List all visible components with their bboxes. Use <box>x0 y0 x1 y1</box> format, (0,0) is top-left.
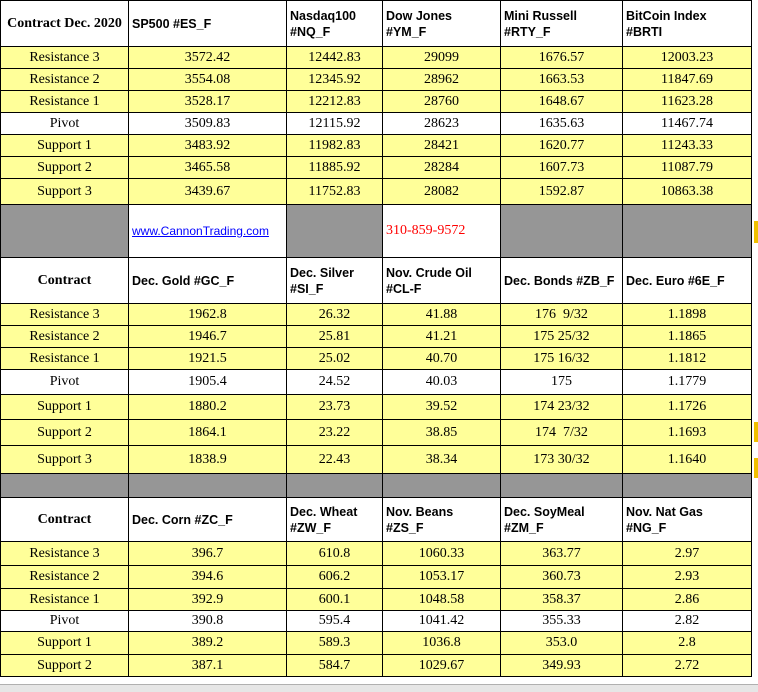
table-row <box>1 611 752 632</box>
value-cell[interactable]: 3554.08 <box>129 69 287 91</box>
table-row <box>1 304 752 326</box>
value-cell[interactable]: 595.4 <box>287 611 383 632</box>
value-cell[interactable]: 25.02 <box>287 348 383 370</box>
row-label[interactable]: Pivot <box>1 611 129 632</box>
value-cell[interactable]: 1663.53 <box>501 69 623 91</box>
column-header[interactable]: SP500 #ES_F <box>129 1 287 47</box>
value-cell[interactable]: 11847.69 <box>623 69 752 91</box>
column-header[interactable]: Nov. Beans #ZS_F <box>383 498 501 542</box>
value-cell[interactable]: 24.52 <box>287 370 383 395</box>
value-cell[interactable]: 1.1779 <box>623 370 752 395</box>
column-header[interactable]: Dec. Bonds #ZB_F <box>501 258 623 304</box>
value-cell[interactable]: 23.22 <box>287 420 383 446</box>
separator-cell <box>129 474 287 498</box>
value-cell[interactable]: 584.7 <box>287 655 383 677</box>
separator-cell <box>287 205 383 258</box>
value-cell[interactable]: 1592.87 <box>501 179 623 205</box>
column-header[interactable]: Dec. Corn #ZC_F <box>129 498 287 542</box>
column-header[interactable]: Dec. Gold #GC_F <box>129 258 287 304</box>
table-row <box>1 542 752 566</box>
table-row <box>1 157 752 179</box>
value-cell[interactable]: 175 <box>501 370 623 395</box>
value-cell[interactable]: 12442.83 <box>287 47 383 69</box>
value-cell[interactable]: 1053.17 <box>383 566 501 589</box>
table-row <box>1 655 752 677</box>
header-row <box>1 498 752 542</box>
table-row <box>1 348 752 370</box>
value-cell[interactable]: 2.86 <box>623 589 752 611</box>
value-cell[interactable]: 12345.92 <box>287 69 383 91</box>
separator-cell <box>1 205 129 258</box>
value-cell[interactable]: 1048.58 <box>383 589 501 611</box>
value-cell[interactable]: 12003.23 <box>623 47 752 69</box>
value-cell[interactable]: 392.9 <box>129 589 287 611</box>
contract-header: Contract Dec. 2020 <box>1 1 129 47</box>
value-cell[interactable]: 28962 <box>383 69 501 91</box>
table-row <box>1 179 752 205</box>
table-row <box>1 326 752 348</box>
value-cell[interactable]: 1.1693 <box>623 420 752 446</box>
value-cell[interactable]: 589.3 <box>287 632 383 655</box>
column-edge-marker <box>754 422 758 442</box>
value-cell[interactable]: 40.70 <box>383 348 501 370</box>
value-cell[interactable]: 1676.57 <box>501 47 623 69</box>
row-label[interactable]: Resistance 3 <box>1 47 129 69</box>
table-row <box>1 113 752 135</box>
separator-cell <box>501 205 623 258</box>
value-cell[interactable]: 25.81 <box>287 326 383 348</box>
column-header[interactable]: Dec. Euro #6E_F <box>623 258 752 304</box>
value-cell[interactable]: 38.85 <box>383 420 501 446</box>
row-label[interactable]: Support 1 <box>1 632 129 655</box>
row-label[interactable]: Resistance 1 <box>1 91 129 113</box>
value-cell[interactable]: 1905.4 <box>129 370 287 395</box>
value-cell[interactable]: 28082 <box>383 179 501 205</box>
value-cell[interactable]: 38.34 <box>383 446 501 474</box>
separator-cell <box>287 474 383 498</box>
value-cell[interactable]: 39.52 <box>383 395 501 420</box>
value-cell[interactable]: 353.0 <box>501 632 623 655</box>
value-cell[interactable]: 1607.73 <box>501 157 623 179</box>
value-cell[interactable]: 1.1640 <box>623 446 752 474</box>
row-label[interactable]: Resistance 1 <box>1 589 129 611</box>
value-cell[interactable]: 2.82 <box>623 611 752 632</box>
value-cell[interactable]: 40.03 <box>383 370 501 395</box>
phone-number: 310-859-9572 <box>383 205 501 258</box>
value-cell[interactable]: 389.2 <box>129 632 287 655</box>
value-cell[interactable]: 1880.2 <box>129 395 287 420</box>
value-cell[interactable]: 1.1865 <box>623 326 752 348</box>
table-row <box>1 395 752 420</box>
value-cell[interactable]: 3483.92 <box>129 135 287 157</box>
value-cell[interactable]: 28421 <box>383 135 501 157</box>
value-cell[interactable]: 1648.67 <box>501 91 623 113</box>
value-cell[interactable]: 390.8 <box>129 611 287 632</box>
column-header[interactable]: Dec. SoyMeal #ZM_F <box>501 498 623 542</box>
value-cell[interactable]: 26.32 <box>287 304 383 326</box>
value-cell[interactable]: 41.21 <box>383 326 501 348</box>
value-cell[interactable]: 173 30/32 <box>501 446 623 474</box>
row-label[interactable]: Support 2 <box>1 420 129 446</box>
value-cell[interactable]: 28623 <box>383 113 501 135</box>
header-row <box>1 258 752 304</box>
row-label[interactable]: Resistance 2 <box>1 326 129 348</box>
row-label[interactable]: Pivot <box>1 370 129 395</box>
value-cell[interactable]: 3439.67 <box>129 179 287 205</box>
separator-row <box>1 205 752 258</box>
table-row <box>1 420 752 446</box>
value-cell[interactable]: 3528.17 <box>129 91 287 113</box>
value-cell[interactable]: 355.33 <box>501 611 623 632</box>
value-cell[interactable]: 2.72 <box>623 655 752 677</box>
value-cell[interactable]: 176 9/32 <box>501 304 623 326</box>
contract-header: Contract <box>1 258 129 304</box>
row-label[interactable]: Support 2 <box>1 655 129 677</box>
value-cell[interactable]: 1041.42 <box>383 611 501 632</box>
value-cell[interactable]: 2.93 <box>623 566 752 589</box>
table-row <box>1 589 752 611</box>
separator-cell <box>1 474 129 498</box>
value-cell[interactable]: 41.88 <box>383 304 501 326</box>
contract-header: Contract <box>1 498 129 542</box>
value-cell[interactable]: 11087.79 <box>623 157 752 179</box>
table-row <box>1 69 752 91</box>
value-cell[interactable]: 22.43 <box>287 446 383 474</box>
value-cell[interactable]: 11243.33 <box>623 135 752 157</box>
value-cell[interactable]: 23.73 <box>287 395 383 420</box>
table-row <box>1 566 752 589</box>
row-label[interactable]: Resistance 2 <box>1 566 129 589</box>
value-cell[interactable]: 28284 <box>383 157 501 179</box>
table-row <box>1 47 752 69</box>
separator-cell <box>501 474 623 498</box>
column-header[interactable]: BitCoin Index #BRTI <box>623 1 752 47</box>
value-cell[interactable]: 2.8 <box>623 632 752 655</box>
value-cell[interactable]: 1.1726 <box>623 395 752 420</box>
value-cell[interactable]: 1864.1 <box>129 420 287 446</box>
table-row <box>1 135 752 157</box>
value-cell[interactable]: 1946.7 <box>129 326 287 348</box>
column-header[interactable]: Dec. Silver #SI_F <box>287 258 383 304</box>
value-cell[interactable]: 1921.5 <box>129 348 287 370</box>
value-cell[interactable]: 12212.83 <box>287 91 383 113</box>
value-cell[interactable]: 394.6 <box>129 566 287 589</box>
value-cell[interactable]: 11467.74 <box>623 113 752 135</box>
value-cell[interactable]: 28760 <box>383 91 501 113</box>
value-cell[interactable]: 175 25/32 <box>501 326 623 348</box>
value-cell[interactable]: 11982.83 <box>287 135 383 157</box>
column-header[interactable]: Dec. Wheat #ZW_F <box>287 498 383 542</box>
row-label[interactable]: Pivot <box>1 113 129 135</box>
value-cell[interactable]: 3572.42 <box>129 47 287 69</box>
value-cell[interactable]: 1635.63 <box>501 113 623 135</box>
column-header[interactable]: Nov. Crude Oil #CL-F <box>383 258 501 304</box>
value-cell[interactable]: 1060.33 <box>383 542 501 566</box>
header-row <box>1 1 752 47</box>
value-cell[interactable]: 10863.38 <box>623 179 752 205</box>
website-link[interactable]: www.CannonTrading.com <box>129 205 287 258</box>
column-edge-marker <box>754 221 758 243</box>
row-label[interactable]: Support 3 <box>1 179 129 205</box>
separator-cell <box>623 205 752 258</box>
table-row <box>1 370 752 395</box>
value-cell[interactable]: 3509.83 <box>129 113 287 135</box>
value-cell[interactable]: 175 16/32 <box>501 348 623 370</box>
column-header[interactable]: Nov. Nat Gas #NG_F <box>623 498 752 542</box>
row-label[interactable]: Resistance 1 <box>1 348 129 370</box>
value-cell[interactable]: 1.1812 <box>623 348 752 370</box>
value-cell[interactable]: 1.1898 <box>623 304 752 326</box>
column-header[interactable]: Nasdaq100 #NQ_F <box>287 1 383 47</box>
value-cell[interactable]: 349.93 <box>501 655 623 677</box>
value-cell[interactable]: 1620.77 <box>501 135 623 157</box>
value-cell[interactable]: 360.73 <box>501 566 623 589</box>
value-cell[interactable]: 1838.9 <box>129 446 287 474</box>
value-cell[interactable]: 358.37 <box>501 589 623 611</box>
row-label[interactable]: Support 1 <box>1 135 129 157</box>
value-cell[interactable]: 174 23/32 <box>501 395 623 420</box>
value-cell[interactable]: 1036.8 <box>383 632 501 655</box>
value-cell[interactable]: 396.7 <box>129 542 287 566</box>
row-label[interactable]: Resistance 2 <box>1 69 129 91</box>
value-cell[interactable]: 174 7/32 <box>501 420 623 446</box>
row-label[interactable]: Support 2 <box>1 157 129 179</box>
value-cell[interactable]: 2.97 <box>623 542 752 566</box>
value-cell[interactable]: 12115.92 <box>287 113 383 135</box>
separator-cell <box>383 474 501 498</box>
column-header[interactable]: Mini Russell #RTY_F <box>501 1 623 47</box>
value-cell[interactable]: 610.8 <box>287 542 383 566</box>
row-label[interactable]: Resistance 3 <box>1 542 129 566</box>
value-cell[interactable]: 1029.67 <box>383 655 501 677</box>
row-label[interactable]: Resistance 3 <box>1 304 129 326</box>
value-cell[interactable]: 600.1 <box>287 589 383 611</box>
row-label[interactable]: Support 3 <box>1 446 129 474</box>
column-edge-marker <box>754 458 758 478</box>
table-row <box>1 632 752 655</box>
value-cell[interactable]: 606.2 <box>287 566 383 589</box>
value-cell[interactable]: 1962.8 <box>129 304 287 326</box>
value-cell[interactable]: 11623.28 <box>623 91 752 113</box>
column-header[interactable]: Dow Jones #YM_F <box>383 1 501 47</box>
value-cell[interactable]: 29099 <box>383 47 501 69</box>
table-row <box>1 446 752 474</box>
separator-row <box>1 474 752 498</box>
table-row <box>1 91 752 113</box>
separator-cell <box>623 474 752 498</box>
row-label[interactable]: Support 1 <box>1 395 129 420</box>
value-cell[interactable]: 3465.58 <box>129 157 287 179</box>
value-cell[interactable]: 11752.83 <box>287 179 383 205</box>
value-cell[interactable]: 387.1 <box>129 655 287 677</box>
value-cell[interactable]: 11885.92 <box>287 157 383 179</box>
value-cell[interactable]: 363.77 <box>501 542 623 566</box>
